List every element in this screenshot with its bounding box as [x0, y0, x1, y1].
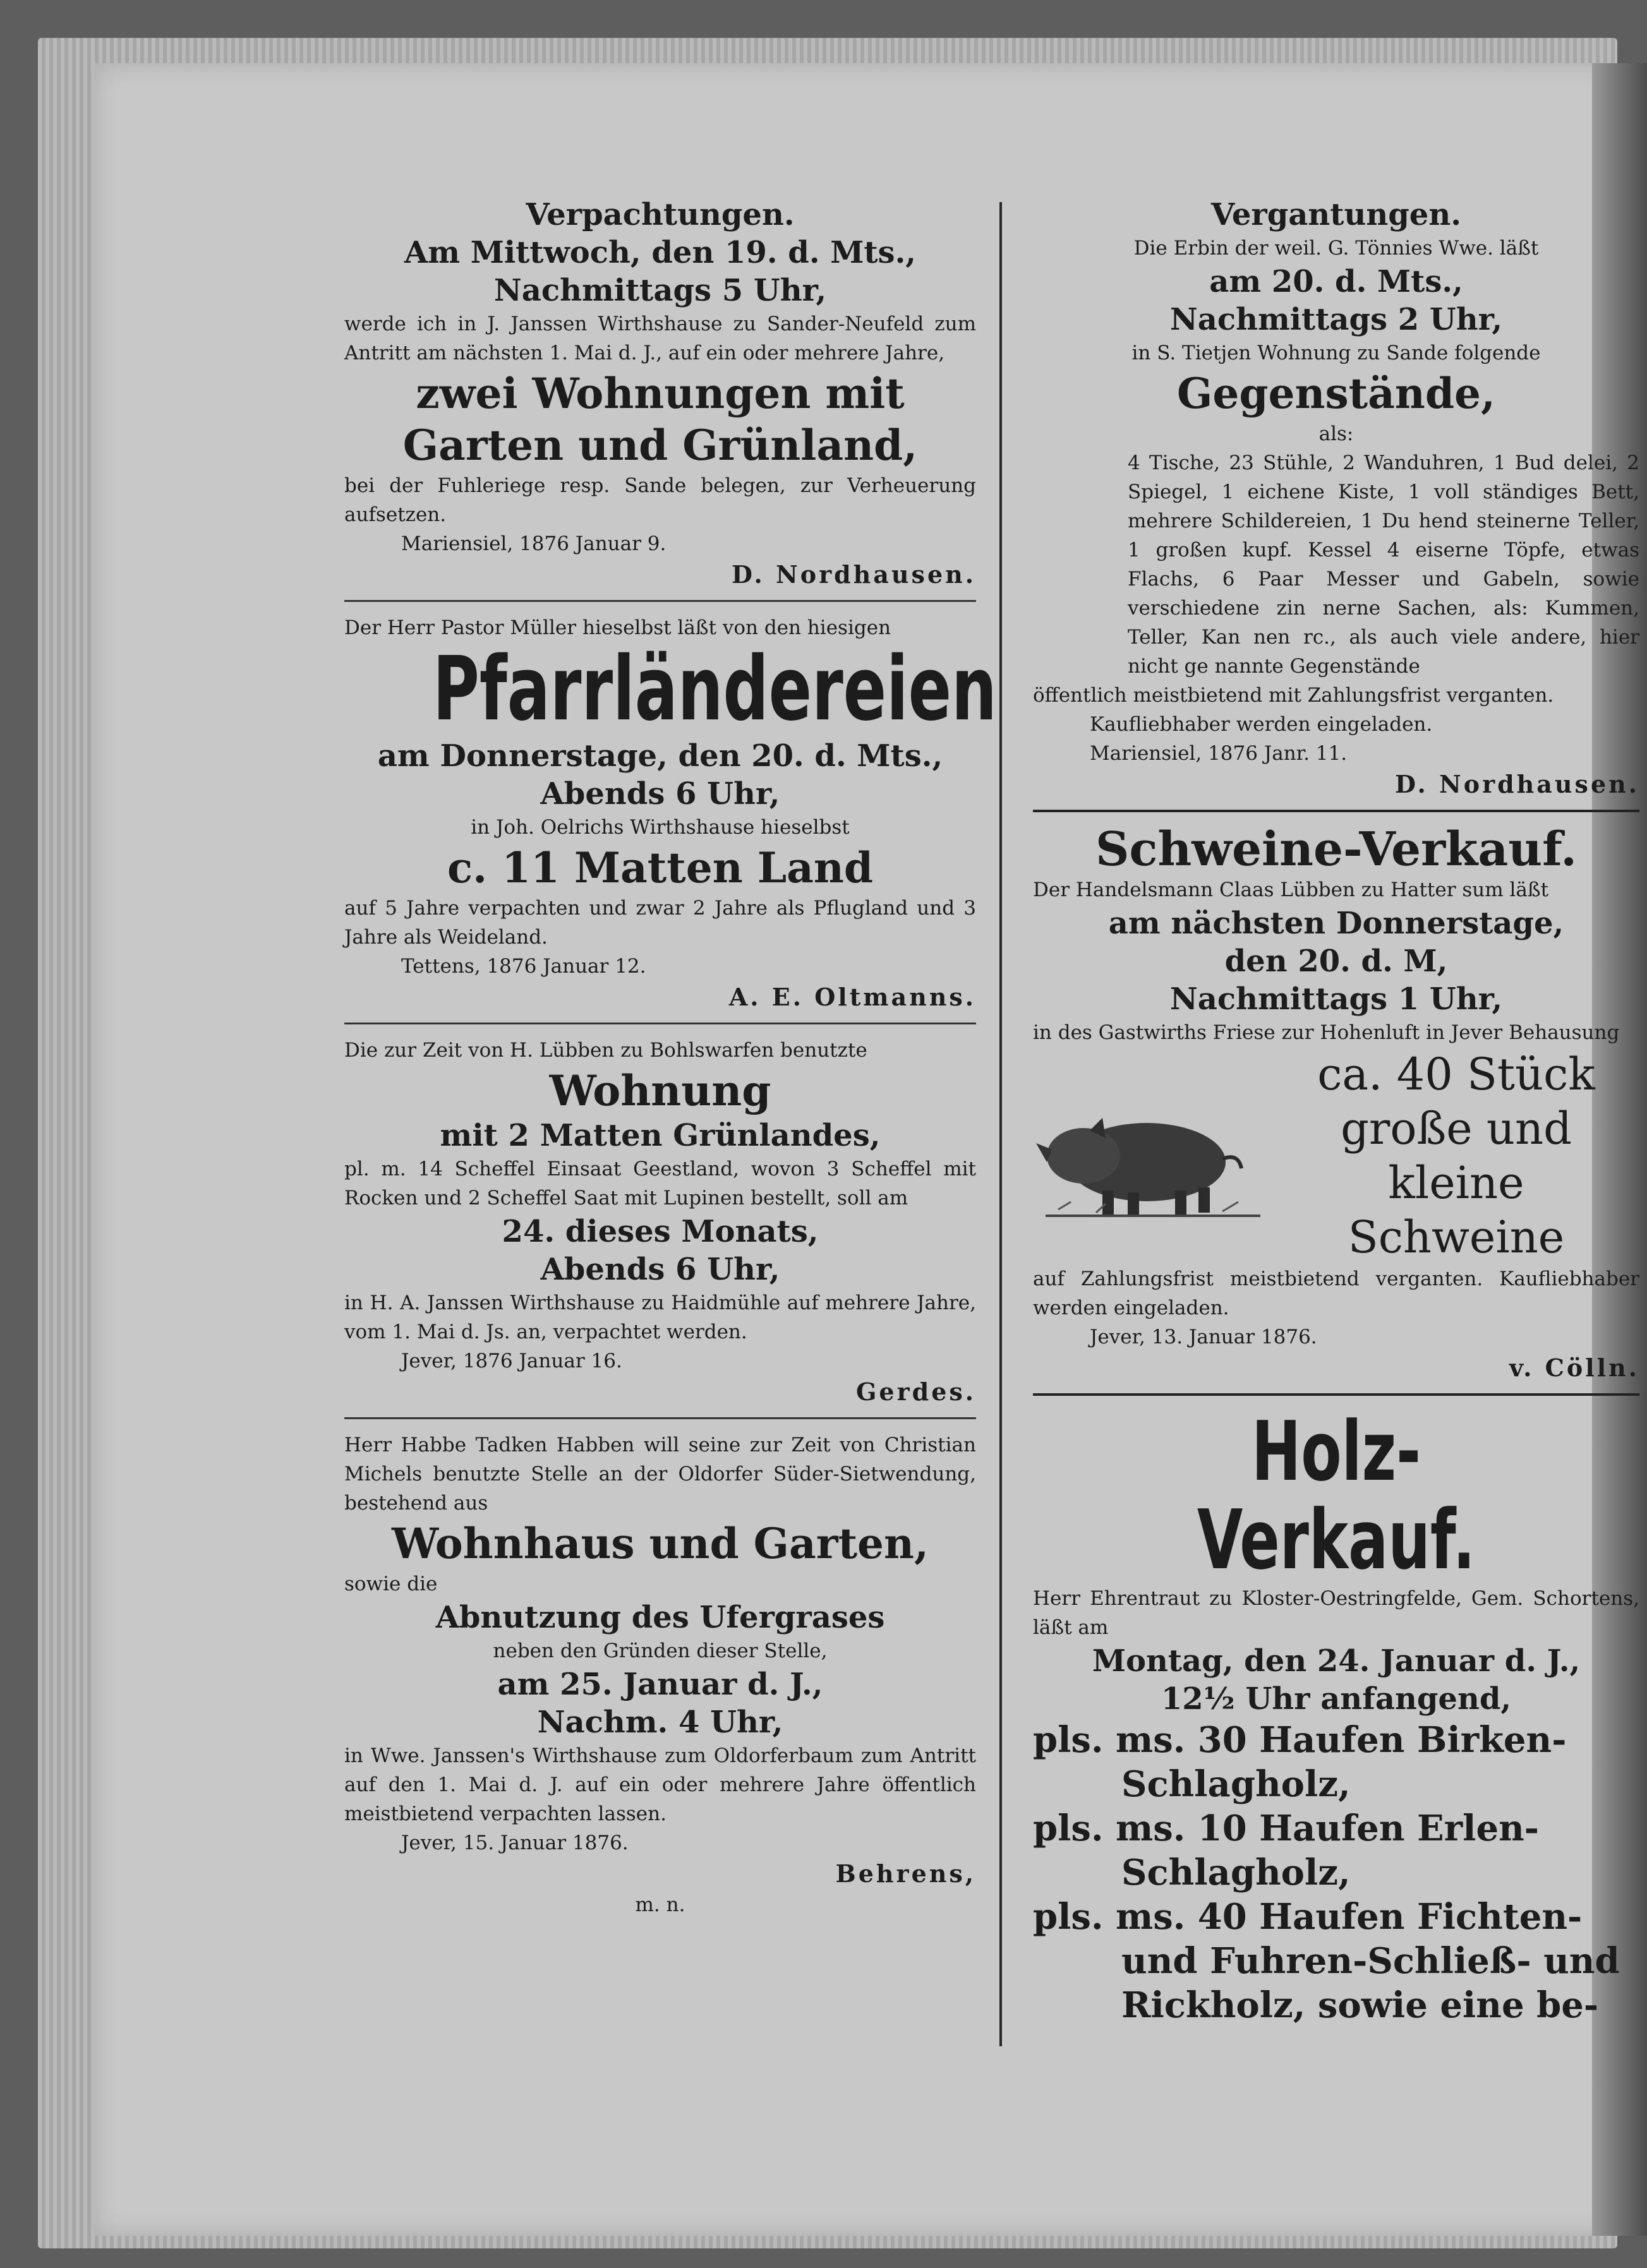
wood-item-2-cont: Schlagholz,: [1121, 1852, 1351, 1893]
ad-detail: auf Zahlungsfrist meistbietend verganten. Kaufliebhaber werden eingeladen.: [1033, 1268, 1639, 1319]
ad-holz-verkauf: [1033, 1403, 1639, 2027]
buyers-invited: Kaufliebhaber werden eingeladen.: [1090, 713, 1433, 736]
ad-intro: Herr Ehrentraut zu Kloster-Oestringfelde, Gem. Schortens, läßt am: [1033, 1587, 1639, 1639]
auction-place: in H. A. Janssen Wirthshause zu Haidmühle auf mehrere Jahre, vom 1. Mai d. Js. an, verpachtet werden.: [344, 1292, 976, 1343]
wood-item-3-cont-2: Rickholz, sowie eine be-: [1121, 1984, 1599, 2026]
auction-date: Am Mittwoch, den 19. d. Mts.,: [404, 235, 916, 270]
ad-vergantungen: [1033, 196, 1639, 801]
ad-headline: Wohnhaus und Garten,: [391, 1519, 929, 1568]
ad-headline: Gegenstände,: [1177, 369, 1495, 418]
ad-headline: Schweine-Verkauf.: [1095, 822, 1578, 877]
place-date: Tettens, 1876 Januar 12.: [401, 955, 646, 978]
ad-headline-line-1: zwei Wohnungen mit: [416, 369, 905, 418]
auction-date: am nächsten Donnerstage,: [1108, 906, 1564, 941]
place-date: Jever, 15. Januar 1876.: [401, 1832, 629, 1854]
ad-headline: Wohnung: [549, 1066, 771, 1115]
pig-illustration: [1033, 1086, 1273, 1225]
pig-offer: [1273, 1047, 1639, 1264]
right-column: [1033, 196, 1639, 2027]
ad-intro: werde ich in J. Janssen Wirthshause zu Sander-Neufeld zum Antritt am nächsten 1. Mai d. J., auf ein oder mehrere Jahre,: [344, 313, 976, 364]
ad-subheadline: Abnutzung des Ufergrases: [435, 1600, 885, 1635]
ad-headline-line-2: Garten und Grünland,: [402, 421, 918, 470]
ad-headline: [1033, 1403, 1639, 1588]
land-amount: c. 11 Matten Land: [447, 843, 874, 892]
ad-verpachtungen: [344, 196, 976, 591]
auction-time: Nachmittags 5 Uhr,: [493, 273, 827, 308]
ad-intro: Der Handelsmann Claas Lübben zu Hatter sum läßt: [1033, 879, 1549, 901]
section-divider: [344, 1023, 976, 1024]
pig-block: [1033, 1047, 1639, 1264]
section-divider: [344, 1417, 976, 1419]
ad-detail: pl. m. 14 Scheffel Einsaat Geestland, wovon 3 Scheffel mit Rocken und 2 Scheffel Saat mit Lupinen bestellt, soll am: [344, 1158, 976, 1209]
auction-time: Nachmittags 2 Uhr,: [1169, 302, 1503, 337]
auction-time: Nachmittags 1 Uhr,: [1169, 981, 1503, 1017]
auction-time: Abends 6 Uhr,: [540, 1252, 780, 1287]
als-text: als:: [1318, 423, 1354, 445]
wood-item-2: pls. ms. 10 Haufen Erlen-: [1033, 1808, 1540, 1849]
section-divider: [1033, 1393, 1639, 1396]
ad-headline-text: Holz-Verkauf.: [1197, 1403, 1476, 1588]
place-date: Jever, 13. Januar 1876.: [1090, 1326, 1317, 1348]
ad-intro: Die Erbin der weil. G. Tönnies Wwe. läßt: [1133, 237, 1539, 260]
ad-pfarrlaendereien: [344, 613, 997, 1014]
column-divider: [999, 202, 1002, 2046]
section-divider: [1033, 810, 1639, 812]
auction-place: in Joh. Oelrichs Wirthshause hieselbst: [471, 816, 850, 839]
auction-date: am 20. d. Mts.,: [1209, 264, 1463, 299]
ad-wohnung: [344, 1036, 976, 1408]
signature: v. Cölln.: [1509, 1353, 1639, 1382]
ad-detail: bei der Fuhleriege resp. Sande belegen, zur Verheuerung aufsetzen.: [344, 474, 976, 526]
auction-time: Nachm. 4 Uhr,: [537, 1705, 783, 1740]
ad-subheadline: mit 2 Matten Grünlandes,: [440, 1118, 881, 1153]
place-date: Mariensiel, 1876 Januar 9.: [401, 532, 667, 555]
place-date: Mariensiel, 1876 Janr. 11.: [1090, 742, 1348, 765]
signature: A. E. Oltmanns.: [728, 983, 976, 1011]
place-date: Jever, 1876 Januar 16.: [401, 1350, 622, 1372]
ad-intro: Der Herr Pastor Müller hieselbst läßt von den hiesigen: [344, 616, 891, 639]
ad-schweine-verkauf: [1033, 824, 1639, 1384]
signature: D. Nordhausen.: [1394, 770, 1639, 798]
auction-date: Montag, den 24. Januar d. J.,: [1092, 1643, 1581, 1679]
ad-intro: Herr Habbe Tadken Habben will seine zur Zeit von Christian Michels benutzte Stelle an der Oldorfer Süder-Sietwendung, bestehend aus: [344, 1434, 976, 1515]
pig-sizes: große und kleine: [1341, 1103, 1572, 1209]
auction-date: am 25. Januar d. J.,: [497, 1667, 823, 1702]
wood-item-3-cont: und Fuhren-Schließ- und: [1121, 1940, 1620, 1982]
auction-place: in des Gastwirths Friese zur Hohenluft in Jever Behausung: [1033, 1021, 1620, 1044]
left-column: [344, 196, 997, 1919]
pig-count: ca. 40 Stück: [1317, 1048, 1595, 1100]
auction-time: 12½ Uhr anfangend,: [1161, 1681, 1512, 1717]
auction-date: 24. dieses Monats,: [502, 1214, 819, 1249]
signature-suffix: m. n.: [635, 1893, 685, 1916]
ad-headline: [344, 638, 997, 741]
ad-headline-text: Pfarrländereien: [433, 638, 997, 741]
goods-list: 4 Tische, 23 Stühle, 2 Wanduhren, 1 Bud delei, 2 Spiegel, 1 eichene Kiste, 1 voll ständiges Bett, mehrere Schildereien, 1 Du hend steinerne Teller, 1 großen kupf. Kessel 4 eiserne Töpfe, etwas Flachs, 6 Paar Messer und Gabeln, sowie verschiedene zin nerne Sachen, als: Kummen, Teller, Kan nen rc., als auch viele andere, hier nicht ge nannte Gegenstände: [1128, 452, 1639, 678]
signature: Gerdes.: [855, 1377, 976, 1406]
auction-date-2: den 20. d. M,: [1224, 944, 1448, 979]
ad-detail: auf 5 Jahre verpachten und zwar 2 Jahre als Pflugland und 3 Jahre als Weideland.: [344, 897, 976, 949]
section-heading: Verpachtungen.: [526, 197, 795, 232]
section-heading: Vergantungen.: [1211, 197, 1461, 232]
neben-text: neben den Gründen dieser Stelle,: [493, 1640, 828, 1662]
ad-wohnhaus: [344, 1431, 976, 1919]
pig-animals: Schweine: [1348, 1211, 1565, 1263]
signature: Behrens,: [835, 1859, 976, 1888]
wood-item-1-cont: Schlagholz,: [1121, 1763, 1351, 1805]
auction-place: in S. Tietjen Wohnung zu Sande folgende: [1131, 342, 1541, 364]
auction-date: am Donnerstage, den 20. d. Mts.,: [377, 738, 943, 774]
ad-detail: öffentlich meistbietend mit Zahlungsfrist verganten.: [1033, 684, 1554, 707]
signature: D. Nordhausen.: [731, 560, 976, 589]
section-divider: [344, 600, 976, 602]
sowie-text: sowie die: [344, 1573, 438, 1595]
auction-time: Abends 6 Uhr,: [540, 776, 780, 812]
wood-item-1: pls. ms. 30 Haufen Birken-: [1033, 1719, 1567, 1761]
ad-intro: Die zur Zeit von H. Lübben zu Bohlswarfen benutzte: [344, 1039, 867, 1062]
auction-place: in Wwe. Janssen's Wirthshause zum Oldorferbaum zum Antritt auf den 1. Mai d. J. auf ein oder mehrere Jahre öffentlich meistbietend verpachten lassen.: [344, 1744, 976, 1825]
wood-item-3: pls. ms. 40 Haufen Fichten-: [1033, 1896, 1583, 1938]
